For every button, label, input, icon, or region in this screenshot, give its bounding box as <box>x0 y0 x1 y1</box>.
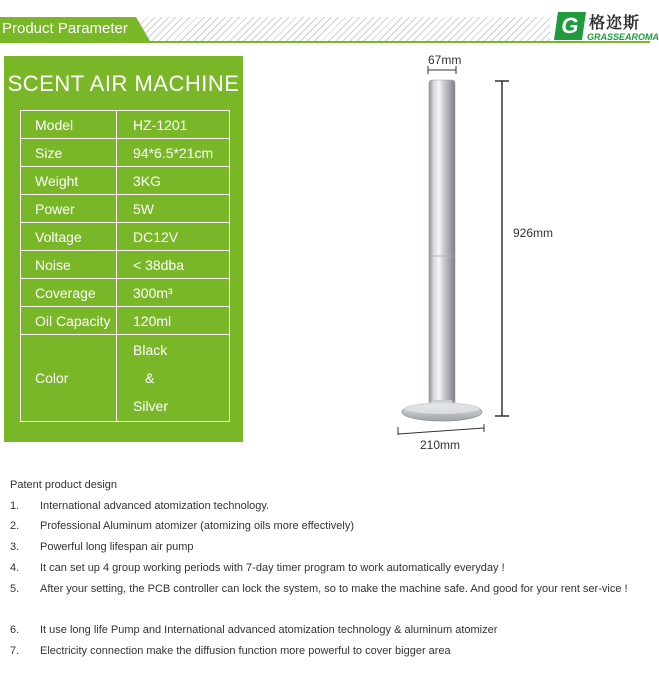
feature-number: 2. <box>10 520 20 532</box>
spec-key: Model <box>21 111 117 139</box>
feature-text: Powerful long lifespan air pump <box>40 541 194 553</box>
spec-value: 300m³ <box>117 279 230 307</box>
header-divider <box>0 41 650 43</box>
spec-value: 120ml <box>117 307 230 335</box>
spec-key: Size <box>21 139 117 167</box>
spec-row-voltage <box>21 223 230 251</box>
feature-text: It use long life Pump and International advanced atomization technology & aluminum atomizer <box>40 624 498 636</box>
feature-number: 5. <box>10 583 20 595</box>
feature-text: After your setting, the PCB controller can lock the system, so to make the machine safe. And good for your rent ser-vice ! <box>40 583 628 595</box>
color-separator: & <box>145 370 155 386</box>
logo-english-name: GRASSEAROMA <box>587 32 659 42</box>
feature-text: Professional Aluminum atomizer (atomizing oils more effectively) <box>40 520 355 532</box>
spec-key: Power <box>21 195 117 223</box>
spec-key: Coverage <box>21 279 117 307</box>
spec-row-model <box>21 111 230 139</box>
spec-row-size <box>21 139 230 167</box>
spec-row-noise <box>21 251 230 279</box>
feature-text: Electricity connection make the diffusion function more powerful to cover bigger area <box>40 645 451 657</box>
color-option: Black <box>133 342 168 358</box>
spec-key: Oil Capacity <box>21 307 117 335</box>
spec-key: Noise <box>21 251 117 279</box>
spec-row-weight <box>21 167 230 195</box>
top-width-label: 67mm <box>428 53 462 67</box>
header-hatch-decoration <box>140 17 550 41</box>
spec-value: HZ-1201 <box>117 111 230 139</box>
feature-number: 4. <box>10 562 20 574</box>
brand-logo <box>556 10 659 44</box>
spec-value: 3KG <box>117 167 230 195</box>
spec-value <box>117 335 230 422</box>
feature-number: 6. <box>10 624 20 636</box>
spec-table <box>20 110 230 422</box>
page-title: Product Parameter <box>2 20 128 37</box>
spec-row-oil-capacity <box>21 307 230 335</box>
spec-row-power <box>21 195 230 223</box>
spec-value: 5W <box>117 195 230 223</box>
spec-row-color <box>21 335 230 422</box>
spec-value: DC12V <box>117 223 230 251</box>
base-width-label: 210mm <box>420 438 461 452</box>
feature-number: 1. <box>10 500 20 512</box>
feature-text: It can set up 4 group working periods with 7-day timer program to work automatically everyday ! <box>40 562 505 574</box>
spec-key: Color <box>21 335 117 422</box>
feature-number: 3. <box>10 541 20 553</box>
description-heading: Patent product design <box>10 479 118 491</box>
spec-key: Voltage <box>21 223 117 251</box>
feature-text: International advanced atomization technology. <box>40 500 270 512</box>
spec-key: Weight <box>21 167 117 195</box>
spec-value: 94*6.5*21cm <box>117 139 230 167</box>
machine-illustration <box>380 50 554 460</box>
spec-value: < 38dba <box>117 251 230 279</box>
feature-number: 7. <box>10 645 20 657</box>
logo-mark-icon: G <box>554 12 586 40</box>
spec-title: SCENT AIR MACHINE <box>7 71 240 96</box>
spec-row-coverage <box>21 279 230 307</box>
logo-chinese-name: 格迩斯 <box>589 13 641 32</box>
machine-drawing <box>380 50 540 460</box>
height-label: 926mm <box>513 226 554 240</box>
color-option: Silver <box>133 398 169 414</box>
